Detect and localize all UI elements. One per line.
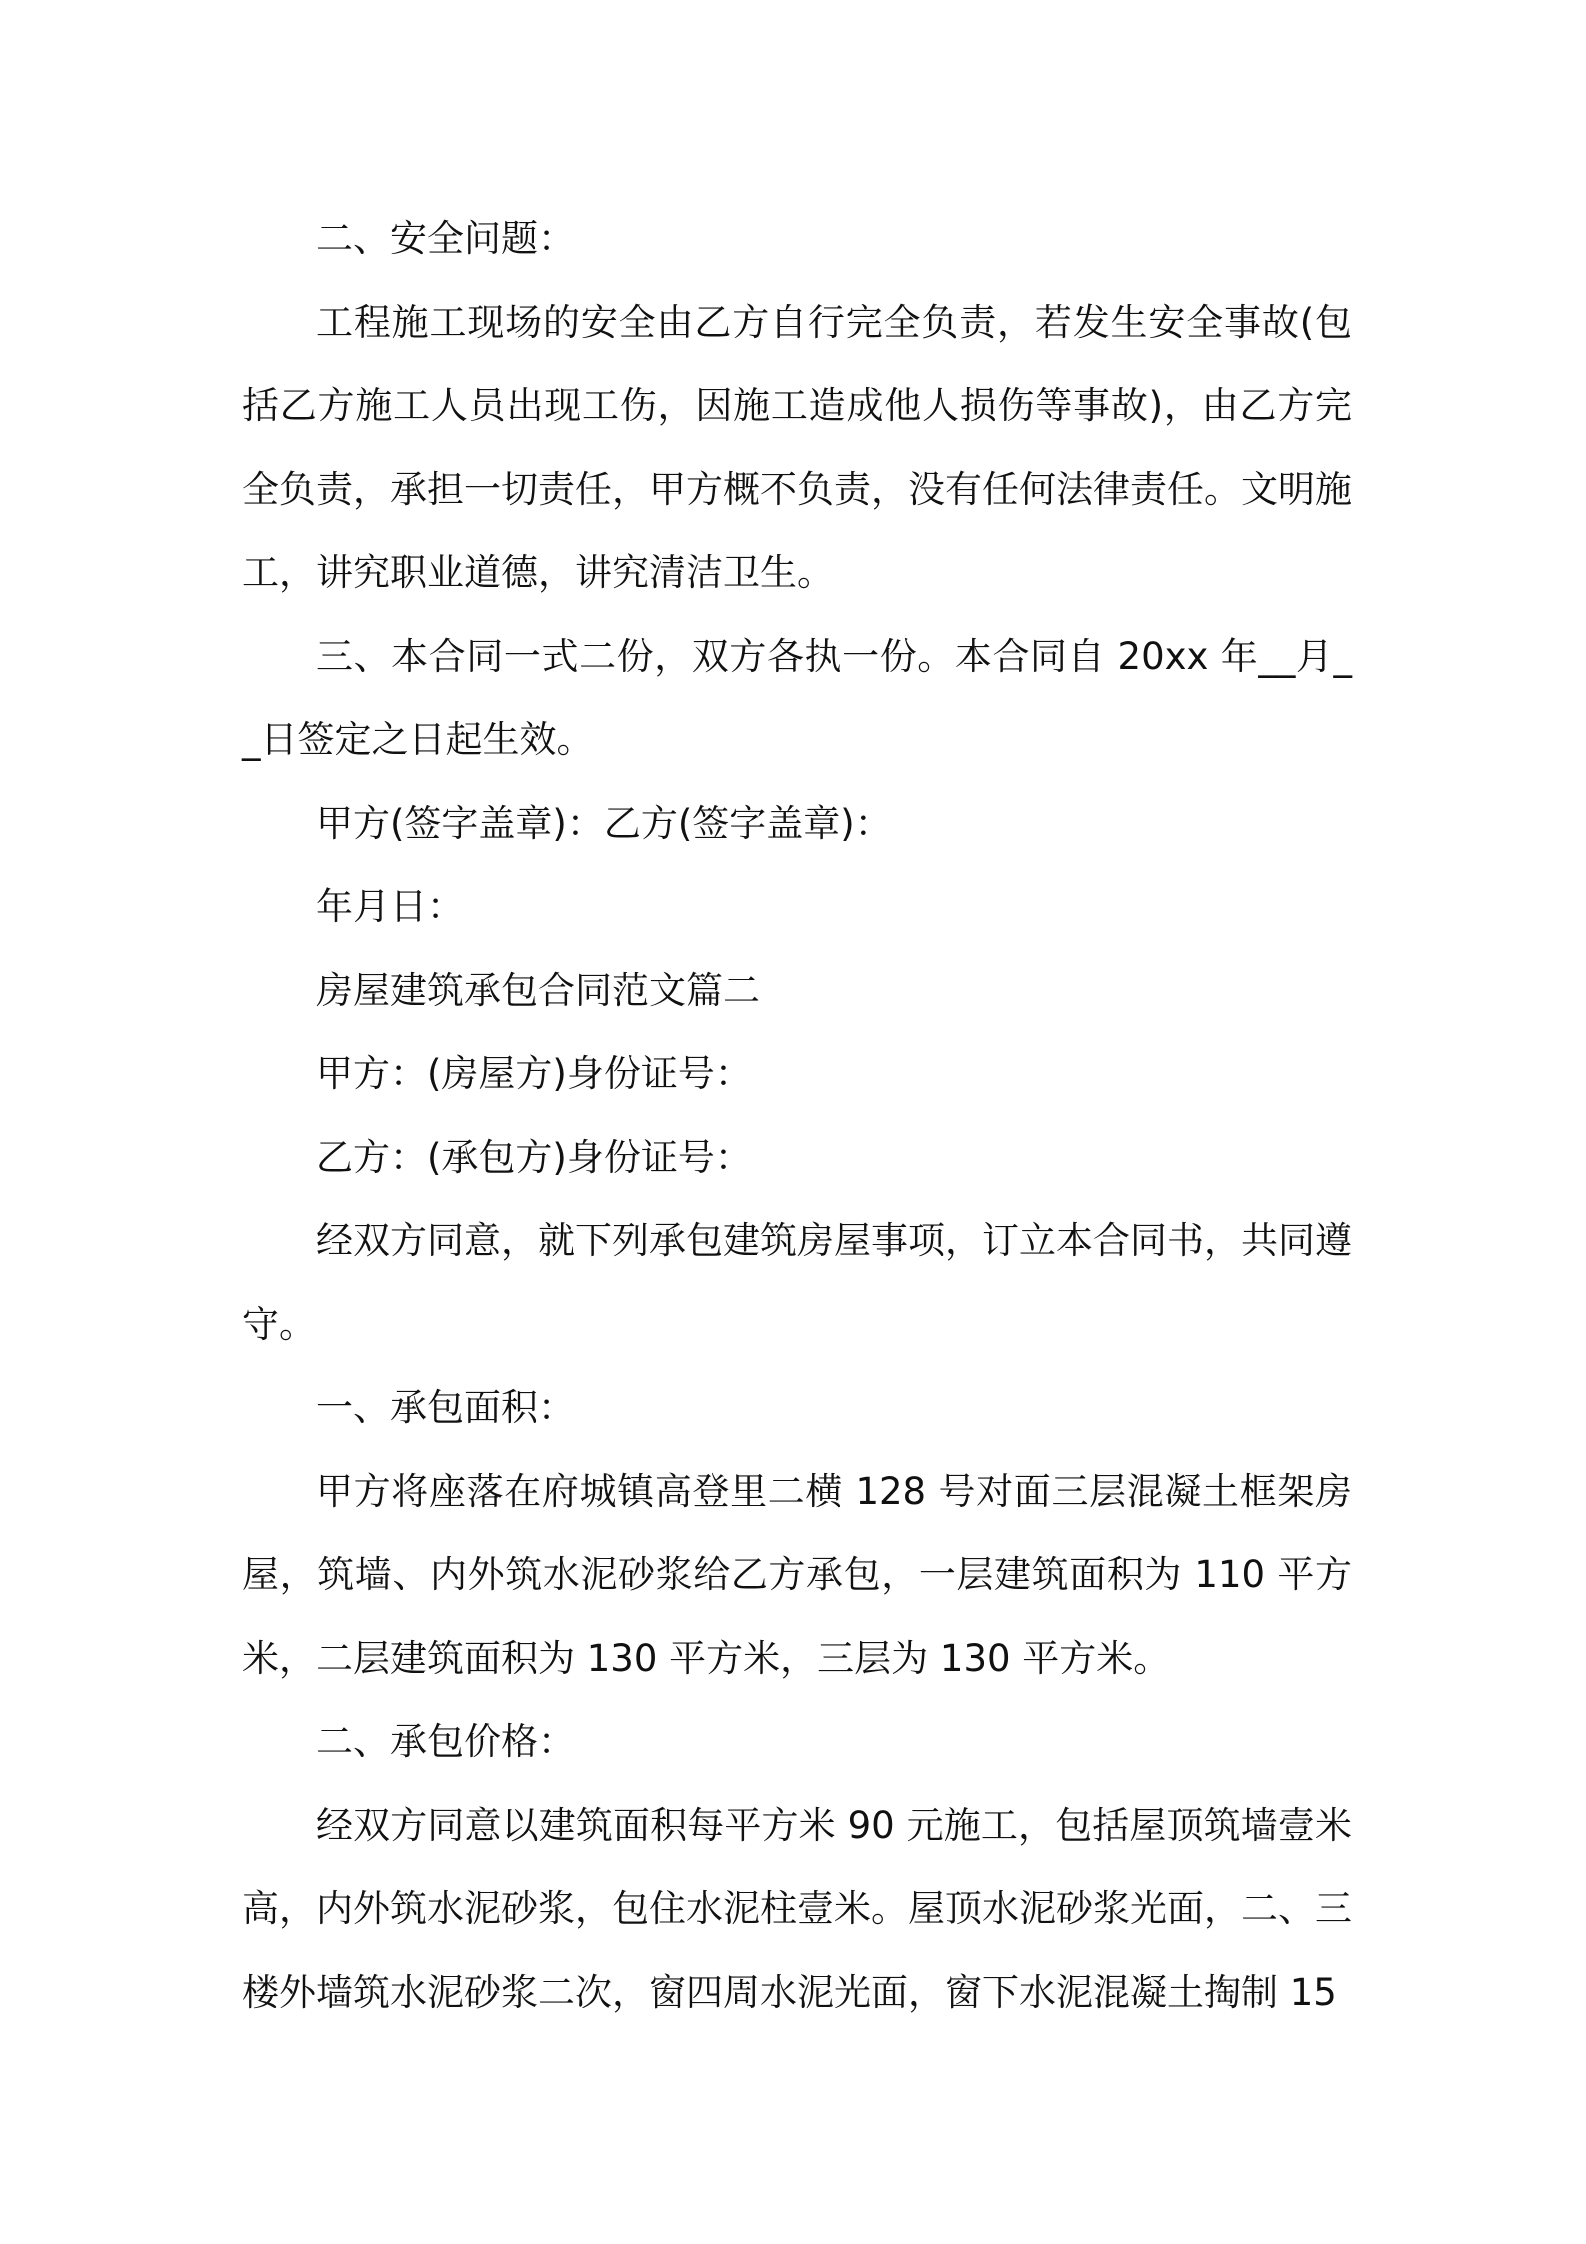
paragraph-area-details: 甲方将座落在府城镇高登里二横 128 号对面三层混凝土框架房屋，筑墙、内外筑水泥砂浆给乙方承包，一层建筑面积为 110 平方米，二层建筑面积为 130 平方米，三层为 130 平方米。 bbox=[242, 1469, 1352, 1680]
date-line: 年月日： bbox=[316, 885, 464, 928]
section-heading-price: 二、承包价格： bbox=[316, 1720, 575, 1763]
party-b-line: 乙方：(承包方)身份证号： bbox=[316, 1135, 752, 1179]
signature-line: 甲方(签字盖章)：乙方(签字盖章)： bbox=[316, 801, 892, 845]
paragraph-price-details: 经双方同意以建筑面积每平方米 90 元施工，包括屋顶筑墙壹米高，内外筑水泥砂浆，包住水泥柱壹米。屋顶水泥砂浆光面，二、三楼外墙筑水泥砂浆二次，窗四周水泥光面，窗下水泥混凝土掏制 15 bbox=[242, 1803, 1352, 2014]
section-title-part-two: 房屋建筑承包合同范文篇二 bbox=[316, 968, 760, 1012]
party-a-line: 甲方：(房屋方)身份证号： bbox=[316, 1052, 752, 1095]
paragraph-agreement: 经双方同意，就下列承包建筑房屋事项，订立本合同书，共同遵守。 bbox=[242, 1219, 1352, 1346]
paragraph-safety-terms: 工程施工现场的安全由乙方自行完全负责，若发生安全事故(包括乙方施工人员出现工伤，因施工造成他人损伤等事故)，由乙方完全负责，承担一切责任，甲方概不负责，没有任何法律责任。文明施工，讲究职业道德，讲究清洁卫生。 bbox=[242, 300, 1352, 594]
document-body bbox=[242, 197, 1352, 2034]
paragraph-contract-copies: 三、本合同一式二份，双方各执一份。本合同自 20xx 年__月__日签定之日起生效。 bbox=[242, 634, 1352, 761]
section-heading-safety: 二、安全问题： bbox=[316, 217, 575, 260]
section-heading-area: 一、承包面积： bbox=[316, 1386, 575, 1429]
